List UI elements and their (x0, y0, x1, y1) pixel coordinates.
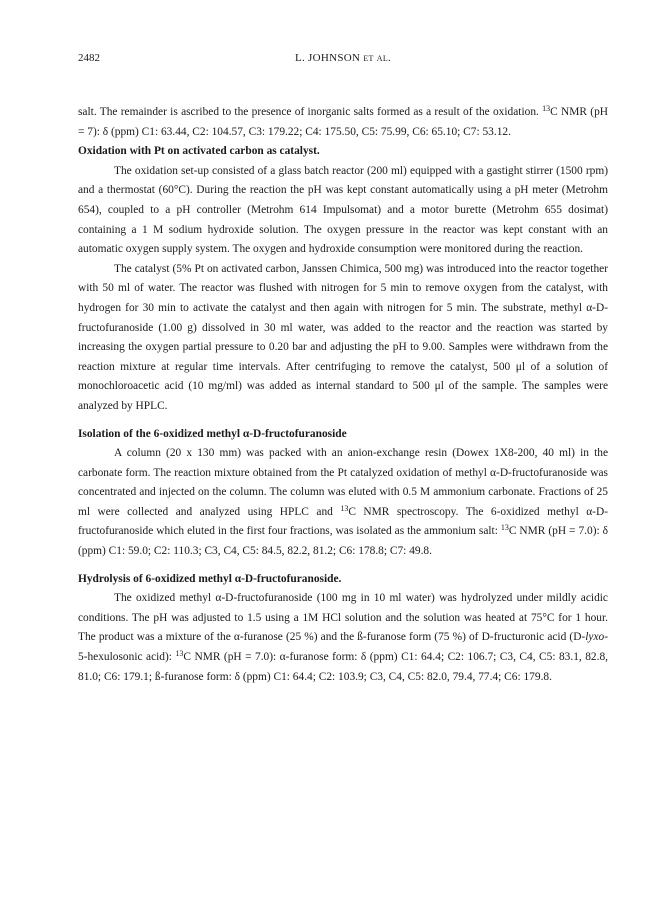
paragraph-text: A column (20 x 130 mm) was packed with an anion-exchange resin (Dowex 1X8-200, 40 ml) in the carbonate form. The reaction mixture obtained from the Pt catalyzed oxidation of methyl α-D-fructofuranoside was concentrated and injected on the column. The column was eluted with 0.5 M ammonium carbonate. Fractions of 25 ml were collected and analyzed using HPLC and (78, 447, 608, 518)
running-head: L. JOHNSON et al. (294, 52, 392, 64)
isotope-superscript: 13 (175, 649, 184, 659)
section-heading-pt-oxidation: Oxidation with Pt on activated carbon as catalyst. (78, 145, 320, 158)
section-heading-hydrolysis: Hydrolysis of 6-oxidized methyl α-D-fructofuranoside. (78, 572, 342, 585)
paragraph-catalyst: The catalyst (5% Pt on activated carbon, Janssen Chimica, 500 mg) was introduced into the reactor together with 50 ml of water. The reactor was flushed with nitrogen for 5 min to remove oxygen from the catalyst, with hydrogen for 30 min to activate the catalyst and then again with nitrogen for 5 min. The substrate, methyl α-D-fructofuranoside (1.00 g) dissolved in 30 ml water, was added to the reactor and the reaction was started by increasing the oxygen partial pressure to 0.20 bar and adjusting the pH to 9.00. Samples were withdrawn from the reaction mixture at regular time intervals. After centrifuging to remove the catalyst, 500 μl of a solution of monochloroacetic acid (10 mg/ml) was added as internal standard to 500 μl of the sample. The samples were analyzed by HPLC. (78, 262, 608, 412)
paragraph-text: -5-hexulosonic acid): (78, 631, 608, 664)
article-body (78, 103, 608, 687)
paragraph-continuation (78, 103, 608, 142)
isotope-superscript: 13 (542, 104, 551, 113)
nmr-data: C NMR (pH = 7.0): α-furanose form: δ (ppm) C1: 64.4; C2: 106.7; C3, C4, C5: 83.1, 82.8, 81.0; C6: 179.1; ß-furanose form: δ (ppm) C1: 64.4; C2: 103.9; C3, C4, C5: 82.0, 79.4, 77.4; C6: 179.8. (78, 651, 608, 683)
nmr-data: C NMR (pH = 7): δ (ppm) C1: 63.44, C2: 104.57, C3: 179.22; C4: 175.50, C5: 75.99, C6: 65.10; C7: 53.12. (78, 106, 608, 138)
paragraph-hydrolysis (78, 589, 608, 687)
italic-prefix: lyxo (585, 631, 605, 644)
paragraph-text: The oxidized methyl α-D-fructofuranoside (100 mg in 10 ml water) was hydrolyzed under mildly acidic conditions. The pH was adjusted to 1.5 using a 1M HCl solution and the solution was heated at 75°C for 1 hour. The product was a mixture of the α-furanose (25 %) and the ß-furanose form (75 %) of D-fructuronic acid (D- (78, 592, 608, 644)
paragraph-text: salt. The remainder is ascribed to the presence of inorganic salts formed as a result of the oxidation. (78, 106, 539, 118)
paragraph-isolation (78, 444, 608, 562)
paragraph-text: C NMR spectroscopy. The 6-oxidized methyl α-D-fructofuranoside which eluted in the first four fractions, was isolated as the ammonium salt: (78, 505, 608, 538)
isotope-superscript: 13 (500, 523, 509, 533)
isotope-superscript: 13 (340, 503, 349, 513)
page-number: 2482 (78, 52, 100, 64)
nmr-data: C NMR (pH = 7.0): δ (ppm) C1: 59.0; C2: 110.3; C3, C4, C5: 84.5, 82.2, 81.2; C6: 178.8; C7: 49.8. (78, 525, 608, 558)
section-heading-isolation: Isolation of the 6-oxidized methyl α-D-fructofuranoside (78, 427, 347, 440)
page-header (78, 52, 608, 68)
paragraph-setup: The oxidation set-up consisted of a glass batch reactor (200 ml) equipped with a gastight stirrer (1500 rpm) and a thermostat (60°C). During the reaction the pH was kept constant automatically using a pH meter (Metrohm 654), coupled to a pH controller (Metrohm 614 Impulsomat) and a motor burette (Metrohm 655 dosimat) containing a 1 M sodium hydroxide solution. The oxygen pressure in the reactor was kept constant with an automatic oxygen supply system. The oxygen and hydroxide consumption were monitored during the reaction. (78, 164, 608, 256)
